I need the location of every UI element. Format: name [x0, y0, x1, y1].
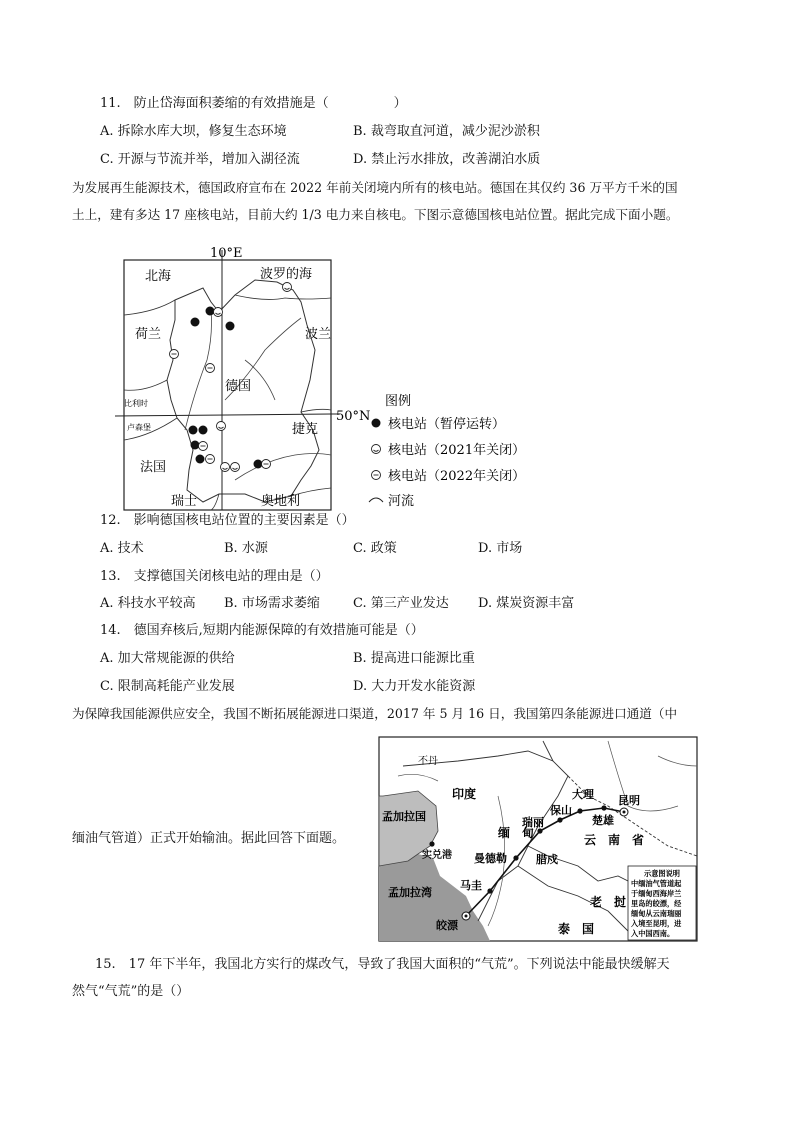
q13-option-d[interactable]: D. 煤炭资源丰富 [478, 596, 575, 611]
q13-stem: 13. 支撑德国关闭核电站的理由是（） [100, 569, 329, 584]
legend-river: 河流 [388, 494, 415, 509]
map-note-line6: 入中国西南。 [631, 929, 675, 938]
label-ruili: 瑞丽 [522, 816, 544, 829]
label-muse: 腊戍 [536, 853, 558, 866]
label-luxembourg: 卢森堡 [127, 423, 151, 432]
legend-river-symbol [369, 498, 383, 502]
legend-2021-symbol [372, 445, 381, 454]
label-india: 印度 [452, 787, 477, 801]
label-kyaukphyu: 皎漂 [436, 919, 458, 932]
q11-option-a[interactable]: A. 拆除水库大坝，修复生态环境 [100, 124, 287, 139]
label-dali: 大理 [572, 788, 594, 801]
map-note-title: 示意图说明 [644, 869, 680, 878]
germany-nuclear-map [115, 240, 545, 512]
q12-option-b[interactable]: B. 水源 [224, 541, 268, 556]
legend-2022-symbol [372, 471, 381, 480]
q14-option-b[interactable]: B. 提高进口能源比重 [353, 651, 475, 666]
q14-stem: 14. 德国弃核后,短期内能源保障的有效措施可能是（） [100, 623, 424, 638]
label-chuxiong: 楚雄 [592, 814, 614, 827]
label-laos: 老 挝 [590, 895, 627, 909]
label-austria: 奥地利 [261, 494, 301, 509]
germany-intro-line2: 土上，建有多达 17 座核电站，目前大约 1/3 电力来自核电。下图示意德国核电站位置。据此完成下面小题。 [72, 207, 679, 222]
label-czech: 捷克 [292, 422, 319, 437]
legend-suspended-symbol [372, 419, 381, 428]
label-france: 法国 [140, 460, 167, 475]
label-sittwe: 实兑港 [422, 850, 452, 861]
q14-option-c[interactable]: C. 限制高耗能产业发展 [100, 679, 235, 694]
label-mandalay: 曼德勒 [474, 852, 507, 865]
q12-option-d[interactable]: D. 市场 [478, 541, 523, 556]
label-yunnan: 云 南 省 [584, 833, 645, 847]
q13-option-c[interactable]: C. 第三产业发达 [353, 596, 449, 611]
label-netherlands: 荷兰 [135, 327, 162, 342]
map-note-line3: 里岛的皎漂，经 [631, 899, 682, 908]
q12-option-a[interactable]: A. 技术 [100, 541, 144, 556]
label-magway: 马圭 [460, 879, 482, 892]
label-thailand: 泰 国 [558, 922, 595, 936]
q14-option-a[interactable]: A. 加大常规能源的供给 [100, 651, 235, 666]
map-note-line1: 中缅油气管道起 [631, 879, 682, 888]
pipeline-intro-line2: 缅油气管道）正式开始输油。据此回答下面题。 [72, 831, 346, 846]
label-kunming: 昆明 [618, 794, 640, 807]
q12-option-c[interactable]: C. 政策 [353, 541, 397, 556]
q11-option-b[interactable]: B. 裁弯取直河道，减少泥沙淤积 [353, 124, 540, 139]
q11-stem: 11. 防止岱海面积萎缩的有效措施是（ ） [100, 96, 407, 111]
myanmar-pipeline-map [378, 736, 698, 942]
label-baoshan: 保山 [550, 804, 572, 817]
map-note-line4: 缅甸从云南瑞丽 [631, 909, 682, 918]
label-bhutan: 不丹 [418, 756, 438, 767]
label-poland: 波兰 [305, 327, 332, 342]
label-belgium: 比利时 [124, 399, 148, 408]
germany-intro-line1: 为发展再生能源技术，德国政府宣布在 2022 年前关闭境内所有的核电站。德国在其仅约 36 万平方千米的国 [72, 180, 678, 195]
q12-stem: 12. 影响德国核电站位置的主要因素是（） [100, 513, 355, 528]
label-switzerland: 瑞士 [171, 494, 198, 509]
legend-title: 图例 [385, 394, 412, 409]
meridian-label: 10°E [210, 246, 243, 261]
label-north-sea: 北海 [145, 269, 172, 284]
q13-option-a[interactable]: A. 科技水平较高 [100, 596, 196, 611]
q15-line2: 然气“气荒”的是（） [72, 984, 190, 999]
label-bangladesh: 孟加拉国 [382, 810, 426, 823]
label-germany: 德国 [225, 379, 252, 394]
legend-2022: 核电站（2022年关闭） [388, 469, 526, 484]
label-baltic-sea: 波罗的海 [260, 267, 313, 282]
q15-line1: 15. 17 年下半年，我国北方实行的煤改气，导致了我国大面积的“气荒”。下列说法中能最快缓解天 [95, 957, 670, 972]
q13-option-b[interactable]: B. 市场需求萎缩 [224, 596, 320, 611]
q14-option-d[interactable]: D. 大力开发水能资源 [353, 679, 476, 694]
parallel-label: 50°N [336, 409, 371, 424]
q11-option-d[interactable]: D. 禁止污水排放，改善湖泊水质 [353, 152, 541, 167]
label-myanmar: 缅 甸 [498, 826, 535, 840]
pipeline-intro-line1: 为保障我国能源供应安全，我国不断拓展能源进口渠道，2017 年 5 月 16 日，我国第四条能源进口通道（中 [72, 706, 678, 721]
q11-option-c[interactable]: C. 开源与节流并举，增加入湖径流 [100, 152, 300, 167]
legend-suspended: 核电站（暂停运转） [388, 417, 506, 432]
label-bay-of-bengal: 孟加拉湾 [388, 886, 432, 899]
map-note-line2: 于缅甸西海岸兰 [631, 889, 682, 898]
legend-2021: 核电站（2021年关闭） [388, 443, 526, 458]
map-note-line5: 入境至昆明，进 [631, 919, 682, 928]
